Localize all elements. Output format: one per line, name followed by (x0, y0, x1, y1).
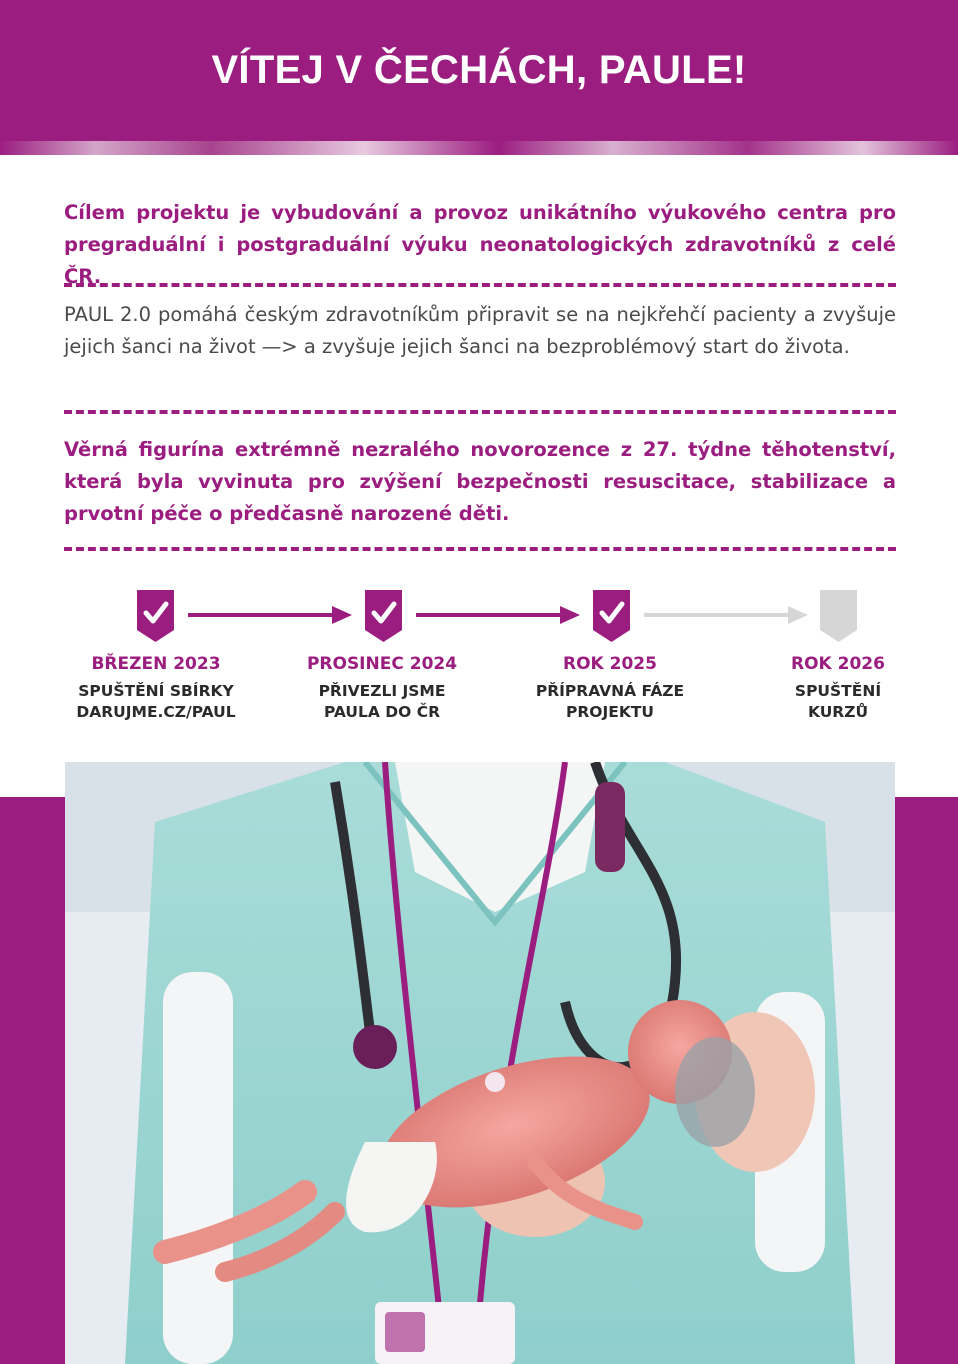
milestone-date: BŘEZEN 2023 (91, 654, 221, 674)
check-icon (365, 590, 402, 642)
milestone-desc-line: PROJEKTU (566, 703, 654, 721)
manikin-description-text: Věrná figurína extrémně nezralého novorozence z 27. týdne těhotenství, která byla vyvinuta pro zvýšení bezpečnosti resuscitace, stabilizace a prvotní péče o předčasně narozené děti. (64, 438, 896, 525)
check-icon (593, 590, 630, 642)
project-timeline (0, 585, 958, 735)
milestone-date: PROSINEC 2024 (306, 654, 458, 674)
timeline-arrow (416, 606, 580, 624)
header-banner (0, 0, 958, 141)
milestone-prosinec-2024 (282, 653, 482, 723)
paul-description-text: PAUL 2.0 pomáhá českým zdravotníkům připravit se na nejkřehčí pacienty a zvyšuje jejich šanci na život —> a zvyšuje jejich šanci na bezproblémový start do života. (64, 303, 896, 358)
pending-marker-icon (820, 590, 857, 642)
milestone-date: ROK 2025 (563, 654, 657, 674)
milestone-desc-line: PŘIVEZLI JSME (318, 682, 446, 700)
milestone-description (56, 681, 256, 723)
check-icon (137, 590, 174, 642)
milestone-description (510, 681, 710, 723)
timeline-arrow-pending (644, 606, 808, 624)
milestone-brezen-2023 (56, 653, 256, 723)
milestone-desc-line: SPUŠTĚNÍ (794, 682, 882, 700)
milestone-desc-line: PAULA DO ČR (323, 703, 441, 721)
milestone-desc-line: PŘÍPRAVNÁ FÁZE (535, 682, 685, 700)
milestone-description (738, 681, 938, 723)
milestone-desc-line: KURZŮ (807, 703, 869, 721)
dashed-divider (64, 547, 896, 551)
milestone-desc-line: SPUŠTĚNÍ SBÍRKY (78, 682, 234, 700)
milestone-rok-2026 (738, 653, 938, 723)
milestone-desc-line: DARUJME.CZ/PAUL (76, 703, 236, 721)
timeline-graphic (0, 585, 958, 650)
milestone-description (282, 681, 482, 723)
milestone-rok-2025 (510, 653, 710, 723)
timeline-arrow (188, 606, 352, 624)
photo-nurse-holding-manikin (65, 762, 895, 1364)
project-goal-text: Cílem projektu je vybudování a provoz unikátního výukového centra pro pregraduální i postgraduální výuku neonatologických zdravotníků z celé ČR. (64, 201, 896, 288)
dashed-divider (64, 410, 896, 414)
photo-illustration (65, 762, 895, 1364)
milestone-date: ROK 2026 (791, 654, 885, 674)
page-title: VÍTEJ V ČECHÁCH, PAULE! (211, 48, 747, 92)
header-decorative-stripe (0, 141, 958, 155)
dashed-divider (64, 283, 896, 287)
